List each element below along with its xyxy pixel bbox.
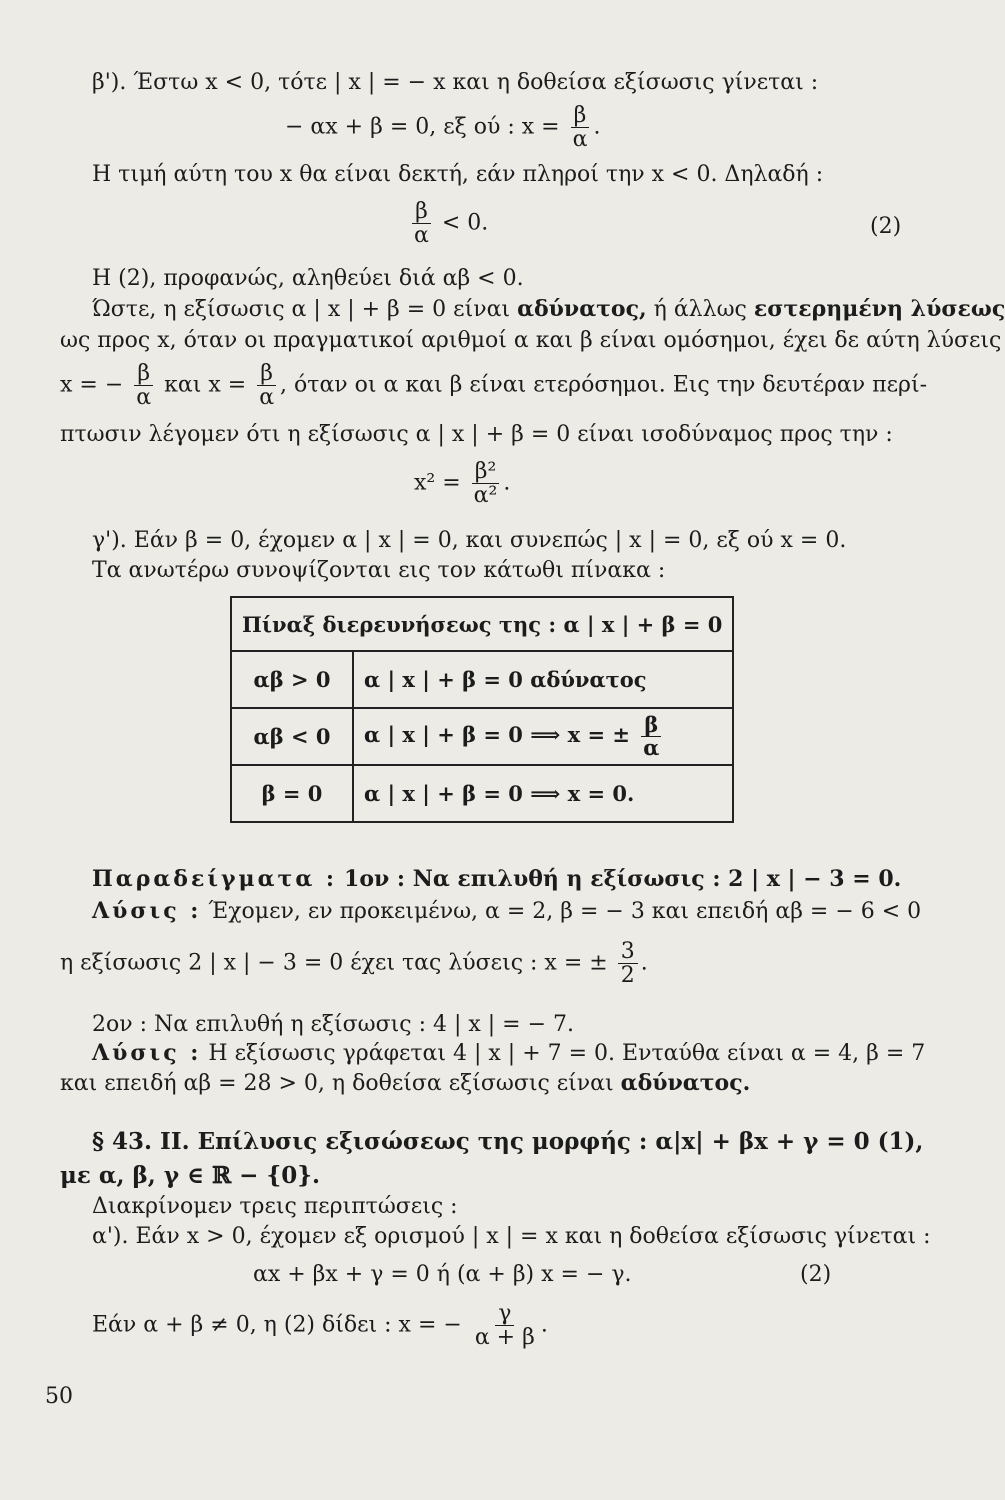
table-row xyxy=(231,651,733,708)
examples-heading: Παραδείγματα : 1ον : Να επιλυθή η εξίσωσις : 2 | x | − 3 = 0. xyxy=(92,866,902,892)
solution-1-line: Λύσις : Έχομεν, εν προκειμένω, α = 2, β = − 3 και επειδή αβ = − 6 < 0 xyxy=(92,898,922,924)
table-header: Πίναξ διερευνήσεως της : α | x | + β = 0 xyxy=(231,597,733,651)
row-condition: αβ > 0 xyxy=(231,651,353,708)
row-result: α | x | + β = 0 ⟹ x = 0. xyxy=(353,765,733,822)
row-result: α | x | + β = 0 ⟹ x = ± $\frac{\beta}{\alpha}$ xyxy=(353,708,733,765)
section-43-title: § 43. ΙΙ. Επίλυσις εξισώσεως της μορφής : α|x| + βx + γ = 0 (1), xyxy=(92,1128,924,1155)
summary-line: Τα ανωτέρω συνοψίζονται εις τον κάτωθι πίνακα : xyxy=(92,558,666,583)
example-2-heading: 2ον : Να επιλυθή η εξίσωσις : 4 | x | = − 7. xyxy=(92,1012,575,1037)
equivalence-line: πτωσιν λέγομεν ότι η εξίσωσις α | x | + β = 0 είναι ισοδύναμος προς την : xyxy=(60,422,893,447)
equation-2: αx + βx + γ = 0 ή (α + β) x = − γ. xyxy=(253,1262,632,1287)
holds-line: Η (2), προφανώς, αληθεύει διά αβ < 0. xyxy=(92,266,524,291)
section-43-subtitle: με α, β, γ ∈ ℝ − {0}. xyxy=(60,1162,321,1189)
case-gamma-line: γ'). Εάν β = 0, έχομεν α | x | = 0, και συνεπώς | x | = 0, εξ ού x = 0. xyxy=(92,528,847,553)
table-row xyxy=(231,765,733,822)
row-result: α | x | + β = 0 αδύνατος xyxy=(353,651,733,708)
case-beta-line: β'). Έστω x < 0, τότε | x | = − x και η δοθείσα εξίσωσις γίνεται : xyxy=(92,70,819,95)
equation-tag: (2) xyxy=(800,1262,832,1287)
cases-intro: Διακρίνομεν τρεις περιπτώσεις : xyxy=(92,1194,458,1219)
table-row xyxy=(231,708,733,765)
solutions-line: x = − $\frac{\beta}{\alpha}$ και x = $\frac{\beta}{\alpha}$ , όταν οι α και β είναι ετερόσημοι. Εις την δευτέραν περί- xyxy=(60,361,928,411)
case-alpha-line: α'). Εάν x > 0, έχομεν εξ ορισμού | x | = x και η δοθείσα εξίσωσις γίνεται : xyxy=(92,1224,931,1249)
row-condition: β = 0 xyxy=(231,765,353,822)
inequality-2: $\frac{\beta}{\alpha}$ < 0. xyxy=(414,199,489,249)
final-solution-line: Εάν α + β ≠ 0, η (2) δίδει : x = − $\frac{\gamma}{\alpha + \beta}$ . xyxy=(92,1301,548,1351)
same-sign-line: ως προς x, όταν οι πραγματικοί αριθμοί α και β είναι ομόσημοι, έχει δε αύτη λύσεις xyxy=(60,328,1002,353)
row-condition: αβ < 0 xyxy=(231,708,353,765)
solution-2-line: Λύσις : Η εξίσωσις γράφεται 4 | x | + 7 = 0. Ενταύθα είναι α = 4, β = 7 xyxy=(92,1040,926,1066)
acceptance-line: Η τιμή αύτη του x θα είναι δεκτή, εάν πληροί την x < 0. Δηλαδή : xyxy=(92,162,824,187)
page-number: 50 xyxy=(45,1384,73,1409)
solution-equation: − αx + β = 0, εξ ού : x = $\frac{\beta}{\alpha}$ . xyxy=(285,103,601,153)
equation-tag: (2) xyxy=(870,214,902,239)
solution-2-result: και επειδή αβ = 28 > 0, η δοθείσα εξίσωσις είναι αδύνατος. xyxy=(60,1070,751,1096)
conclusion-line: Ώστε, η εξίσωσις α | x | + β = 0 είναι αδύνατος, ή άλλως εστερημένη λύσεως xyxy=(92,296,1005,322)
squared-equation: x² = $\frac{\text{β²}}{\text{α²}}$ . xyxy=(414,459,511,509)
investigation-table xyxy=(230,596,734,823)
solution-1-result: η εξίσωσις 2 | x | − 3 = 0 έχει τας λύσεις : x = ± $\frac{3}{2}$ . xyxy=(60,939,648,989)
